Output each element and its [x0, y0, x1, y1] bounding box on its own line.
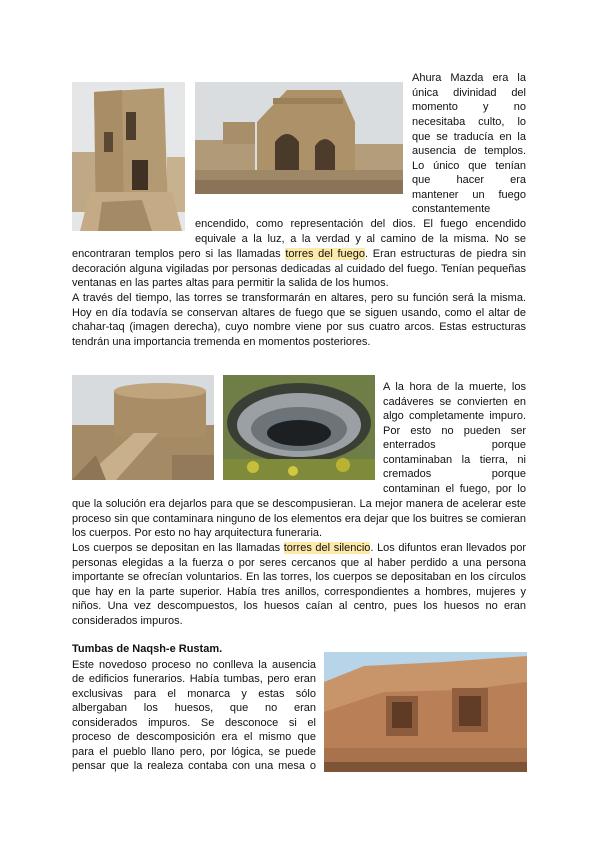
section3-heading: Tumbas de Naqsh-e Rustam. — [72, 643, 223, 655]
line-equivale: equivale a la luz, a la verdad y al camino de la misma. No se — [195, 233, 526, 245]
side-line: ausencia de templos. — [412, 145, 526, 157]
side-line: que se traducía en la — [412, 131, 526, 143]
silence-tower-photo — [72, 375, 214, 480]
text-span: encontraran templos pero si las llamadas — [72, 248, 286, 260]
body-line: considerados impuros. Se desconoce si el — [72, 717, 316, 729]
side-line: mantener un fuego — [412, 189, 526, 201]
chahar-taq-altar-photo — [195, 82, 403, 194]
highlight-torres-del-fuego: torres del fuego — [285, 248, 366, 260]
body-line: proceso de descomposición era el mismo que — [72, 731, 316, 743]
section1-paragraph-2: A través del tiempo, las torres se transformarán en altares, pero su función será la misma. Hoy en día todavía se conservan altares de fuego que se siguen usando, como el altar de chahar-taq (imagen derecha), cuyo nombre viene por sus cuatro arcos. Estas estructuras tendrán una importancia tremenda en momentos posteriores. — [72, 292, 526, 348]
side-line: contaminan el fuego, por lo — [383, 483, 526, 495]
body-line: de edificios funerarios. Había tumbas, pero eran — [72, 673, 316, 685]
section2-paragraph-1: que la solución era dejarlos para que se descompusieran. La mejor manera de acelerar este proceso sin que contaminara ninguno de los elementos era dejar que los buitres se comieran los cuerpos. Por esto no hay arquitectura funeraria. — [72, 498, 526, 540]
side-line: Lo único que tenían — [412, 160, 526, 172]
text-span: . Los difuntos eran llevados por personas elegidas a la fuerza o por seres cercanos que al haber perdido a una persona importante se ofrecían voluntarios. En las torres, los cuerpos se depositaban en los círculos que hay en la parte superior. Había tres anillos, correspondientes a hombres, mujeres y niños. Una vez descompuestos, los huesos caían al centro, pues los huesos no eran considerados impuros. — [72, 542, 527, 627]
body-line: exclusivas para el monarca y estas sólo — [72, 688, 316, 700]
section2-paragraph-2 — [72, 541, 526, 629]
body-line: albergaban los huesos, que no eran — [72, 702, 316, 714]
side-line: Ahura Mazda era la — [412, 72, 526, 84]
fire-tower-photo — [72, 82, 185, 231]
side-line: enterrados porque — [383, 439, 526, 451]
text-span: . Eran estructuras de piedra sin decoración alguna vigiladas por personas dedicadas al cuidado del fuego. Tenían pequeñas ventanas en las partes altas para permitir la salida de los humos. — [72, 248, 527, 290]
tower-interior-photo — [223, 375, 375, 480]
side-line: única divinidad del — [412, 87, 526, 99]
side-line: A la hora de la muerte, los — [383, 381, 526, 393]
naqsh-e-rustam-photo — [324, 652, 527, 772]
side-line: contaminaban la tierra, ni — [383, 454, 526, 466]
text-span: Los cuerpos se depositan en las llamadas — [72, 542, 284, 554]
side-line: necesitaba culto, lo — [412, 116, 526, 128]
side-line: constantemente — [412, 203, 491, 215]
side-line: cremados porque — [383, 468, 526, 480]
side-line: que hacer era — [412, 174, 526, 186]
side-line: algo completamente impuro. — [383, 410, 526, 422]
side-line: momento y no — [412, 101, 526, 113]
highlight-torres-del-silencio: torres del silencio — [283, 542, 371, 554]
section1-paragraph-1 — [72, 247, 526, 291]
line-encendido: encendido, como representación del dios. El fuego encendido — [195, 218, 526, 230]
body-line: Este novedoso proceso no conlleva la ausencia — [72, 659, 316, 671]
side-line: Por esto no pueden ser — [383, 425, 526, 437]
body-line: pensar que la realeza contaba con una mesa o — [72, 760, 316, 772]
side-line: cadáveres se convierten en — [383, 396, 526, 408]
body-line: para el pueblo llano pero, por lógica, se puede — [72, 746, 316, 758]
